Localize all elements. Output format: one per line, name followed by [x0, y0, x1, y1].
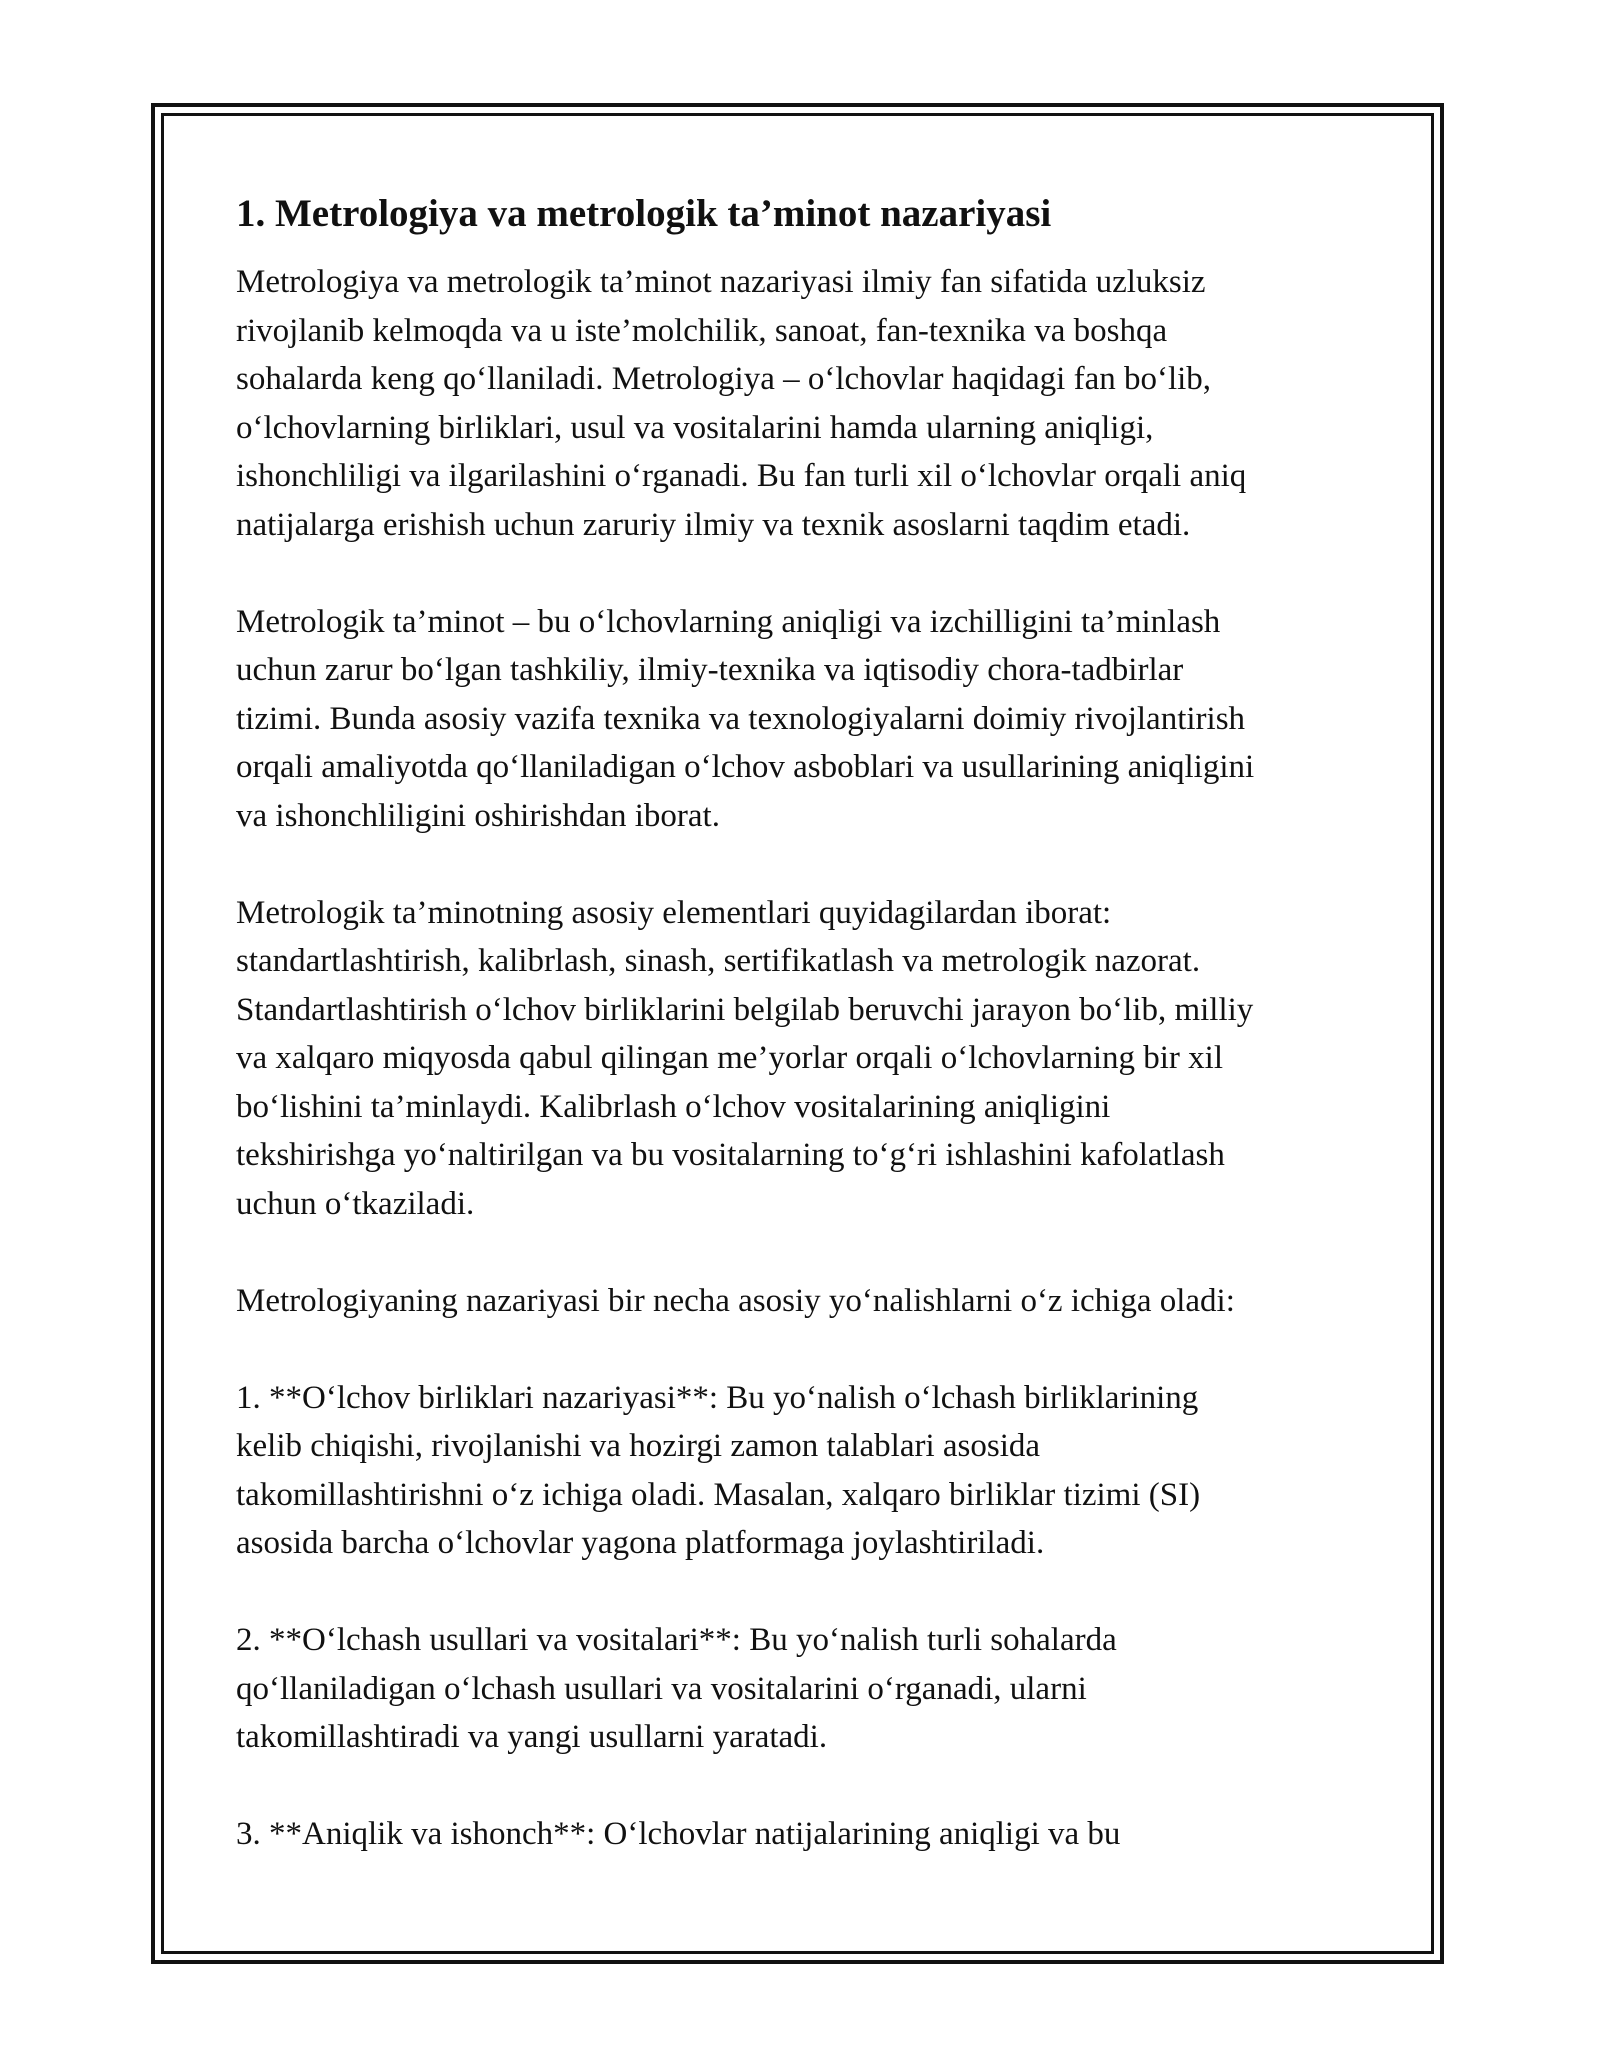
text-line: ishonchliligi va ilgarilashini o‘rganadi. Bu fan turli xil o‘lchovlar orqali aniq: [236, 458, 1247, 494]
text-line: standartlashtirish, kalibrlash, sinash, sertifikatlash va metrologik nazorat.: [236, 943, 1201, 979]
section-heading: 1. Metrologiya va metrologik ta’minot nazariyasi: [236, 192, 1052, 235]
text-line: Standartlashtirish o‘lchov birliklarini belgilab beruvchi jarayon bo‘lib, milliy: [236, 991, 1254, 1028]
paragraph-theory-intro: [236, 1277, 1371, 1326]
text-line: va ishonchliligini oshirishdan iborat.: [236, 797, 720, 834]
text-line: Metrologik ta’minot – bu o‘lchovlarning aniqligi va izchilligini ta’minlash: [236, 603, 1221, 640]
text-line: asosida barcha o‘lchovlar yagona platformaga joylashtiriladi.: [236, 1525, 1045, 1561]
document-body: [236, 190, 1371, 1907]
text-line: Metrologik ta’minotning asosiy elementlari quyidagilardan iborat:: [236, 894, 1112, 931]
text-line: uchun o‘tkaziladi.: [236, 1185, 475, 1222]
paragraph-elements: [236, 889, 1371, 1229]
text-line: orqali amaliyotda qo‘llaniladigan o‘lchov asboblari va usullarining aniqligini: [236, 749, 1255, 785]
text-line: takomillashtirishni o‘z ichiga oladi. Masalan, xalqaro birliklar tizimi (SI): [236, 1476, 1201, 1513]
text-line: qo‘llaniladigan o‘lchash usullari va vositalarini o‘rganadi, ularni: [236, 1670, 1087, 1707]
text-line: 1. **O‘lchov birliklari nazariyasi**: Bu yo‘nalish o‘lchash birliklarining: [236, 1379, 1199, 1416]
text-line: rivojlanib kelmoqda va u iste’molchilik, sanoat, fan-texnika va boshqa: [236, 312, 1168, 349]
list-item-methods-tools: [236, 1616, 1371, 1762]
text-line: o‘lchovlarning birliklari, usul va vositalarini hamda ularning aniqligi,: [236, 409, 1154, 446]
text-line: Metrologiya va metrologik ta’minot nazariyasi ilmiy fan sifatida uzluksiz: [236, 264, 1206, 300]
text-line: natijalarga erishish uchun zaruriy ilmiy va texnik asoslarni taqdim etadi.: [236, 506, 1191, 543]
text-line: 3. **Aniqlik va ishonch**: O‘lchovlar natijalarining aniqligi va bu: [236, 1816, 1121, 1852]
text-line: sohalarda keng qo‘llaniladi. Metrologiya – o‘lchovlar haqidagi fan bo‘lib,: [236, 361, 1212, 397]
paragraph-intro: [236, 258, 1371, 549]
paragraph-metrological-support: [236, 598, 1371, 841]
text-line: tizimi. Bunda asosiy vazifa texnika va texnologiyalarni doimiy rivojlantirish: [236, 700, 1246, 737]
list-item-accuracy-reliability: [236, 1810, 1371, 1859]
text-line: bo‘lishini ta’minlaydi. Kalibrlash o‘lchov vositalarining aniqligini: [236, 1088, 1111, 1125]
text-line: kelib chiqishi, rivojlanishi va hozirgi zamon talablari asosida: [236, 1428, 1041, 1464]
text-line: uchun zarur bo‘lgan tashkiliy, ilmiy-texnika va iqtisodiy chora-tadbirlar: [236, 652, 1184, 688]
text-line: 2. **O‘lchash usullari va vositalari**: Bu yo‘nalish turli sohalarda: [236, 1622, 1117, 1658]
list-item-units-theory: [236, 1374, 1371, 1568]
text-line: takomillashtiradi va yangi usullarni yaratadi.: [236, 1719, 828, 1755]
text-line: va xalqaro miqyosda qabul qilingan me’yorlar orqali o‘lchovlarning bir xil: [236, 1040, 1223, 1076]
text-line: Metrologiyaning nazariyasi bir necha asosiy yo‘nalishlarni o‘z ichiga oladi:: [236, 1282, 1235, 1319]
text-line: tekshirishga yo‘naltirilgan va bu vositalarning to‘g‘ri ishlashini kafolatlash: [236, 1137, 1225, 1173]
